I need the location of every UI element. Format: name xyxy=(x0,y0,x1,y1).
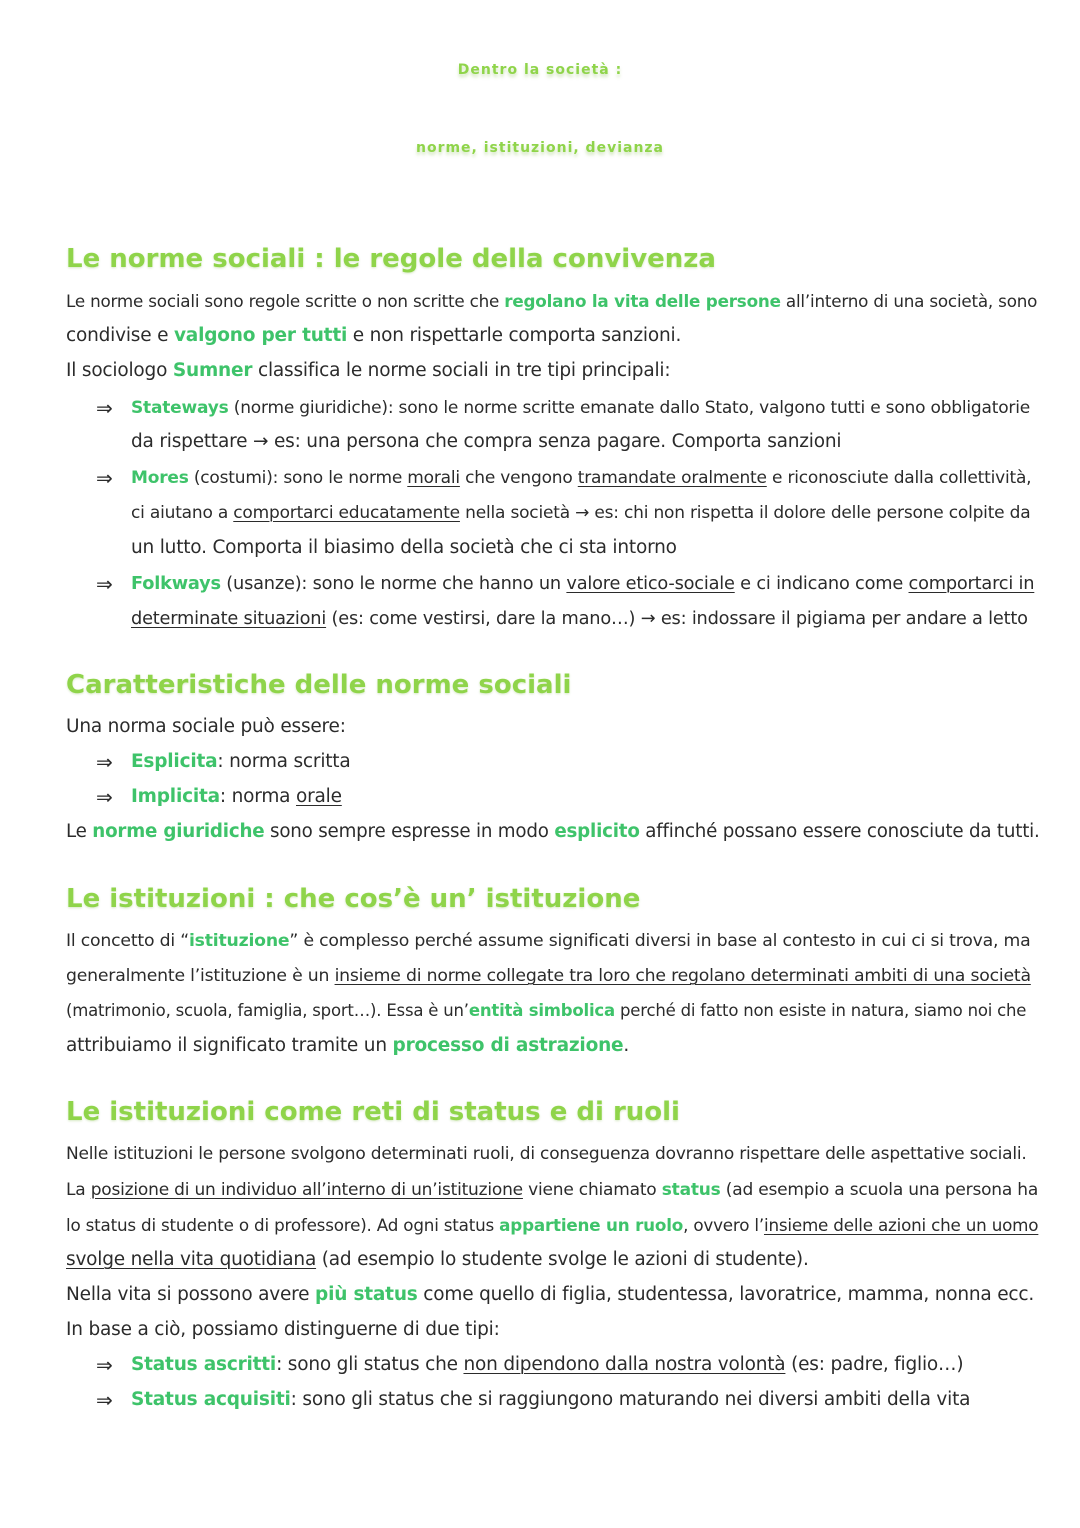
arrow-bullet-icon: ⇒ xyxy=(96,572,113,596)
paragraph-line: Il sociologo Sumner classifica le norme sociali in tre tipi principali: xyxy=(66,360,671,381)
paragraph-line: generalmente l’istituzione è un insieme di norme collegate tra loro che regolano determinati ambiti di una società xyxy=(66,966,1031,986)
page-title-line-1: Dentro la società : xyxy=(457,62,623,78)
arrow-bullet-icon: ⇒ xyxy=(96,1388,113,1412)
paragraph-line: attribuiamo il significato tramite un processo di astrazione. xyxy=(66,1035,630,1056)
arrow-bullet-icon: ⇒ xyxy=(96,785,113,809)
list-item-mores: Mores (costumi): sono le norme morali che vengono tramandate oralmente e riconosciute dalla collettività, xyxy=(131,468,1032,488)
list-item-continuation: da rispettare → es: una persona che compra senza pagare. Comporta sanzioni xyxy=(131,431,842,452)
heading-norme-sociali: Le norme sociali : le regole della convivenza xyxy=(66,244,716,274)
paragraph-line: (matrimonio, scuola, famiglia, sport…). Essa è un’entità simbolica perché di fatto non esiste in natura, siamo noi che xyxy=(66,1001,1027,1020)
list-item-continuation: un lutto. Comporta il biasimo della società che ci sta intorno xyxy=(131,537,677,558)
heading-caratteristiche: Caratteristiche delle norme sociali xyxy=(66,670,572,700)
paragraph-line: In base a ciò, possiamo distinguerne di due tipi: xyxy=(66,1319,500,1340)
paragraph-line: La posizione di un individuo all’interno di un’istituzione viene chiamato status (ad esempio a scuola una persona ha xyxy=(66,1180,1039,1200)
arrow-bullet-icon: ⇒ xyxy=(96,466,113,490)
paragraph-line: Nella vita si possono avere più status come quello di figlia, studentessa, lavoratrice, mamma, nonna ecc. xyxy=(66,1284,1035,1305)
paragraph-line: Le norme sociali sono regole scritte o non scritte che regolano la vita delle persone all’interno di una società, sono xyxy=(66,291,1038,311)
list-item-implicita: Implicita: norma orale xyxy=(131,786,342,807)
heading-istituzioni: Le istituzioni : che cos’è un’ istituzione xyxy=(66,884,641,914)
paragraph-line: lo status di studente o di professore). Ad ogni status appartiene un ruolo, ovvero l’insieme delle azioni che un uomo xyxy=(66,1215,1039,1235)
arrow-bullet-icon: ⇒ xyxy=(96,396,113,420)
paragraph-line: Il concetto di “istituzione” è complesso perché assume significati diversi in base al contesto in cui ci si trova, ma xyxy=(66,931,1031,951)
list-item-folkways: Folkways (usanze): sono le norme che hanno un valore etico-sociale e ci indicano come comportarci in xyxy=(131,574,1035,594)
paragraph-line: Una norma sociale può essere: xyxy=(66,716,346,737)
list-item-continuation: determinate situazioni (es: come vestirsi, dare la mano…) → es: indossare il pigiama per andare a letto xyxy=(131,609,1028,629)
paragraph-line: Nelle istituzioni le persone svolgono determinati ruoli, di conseguenza dovranno rispettare delle aspettative sociali. xyxy=(66,1144,1027,1164)
list-item-continuation: ci aiutano a comportarci educatamente nella società → es: chi non rispetta il dolore delle persone colpite da xyxy=(131,503,1031,523)
paragraph-line: condivise e valgono per tutti e non rispettarle comporta sanzioni. xyxy=(66,325,682,346)
list-item-stateways: Stateways (norme giuridiche): sono le norme scritte emanate dallo Stato, valgono tutti e sono obbligatorie xyxy=(131,398,1030,418)
list-item-esplicita: Esplicita: norma scritta xyxy=(131,751,351,772)
list-item-status-ascritti: Status ascritti: sono gli status che non dipendono dalla nostra volontà (es: padre, figlio…) xyxy=(131,1354,964,1375)
list-item-status-acquisiti: Status acquisiti: sono gli status che si raggiungono maturando nei diversi ambiti della vita xyxy=(131,1389,971,1410)
page-title-line-2: norme, istituzioni, devianza xyxy=(415,140,665,156)
paragraph-line: svolge nella vita quotidiana (ad esempio lo studente svolge le azioni di studente). xyxy=(66,1249,809,1270)
paragraph-line: Le norme giuridiche sono sempre espresse in modo esplicito affinché possano essere conosciute da tutti. xyxy=(66,821,1040,842)
arrow-bullet-icon: ⇒ xyxy=(96,750,113,774)
arrow-bullet-icon: ⇒ xyxy=(96,1353,113,1377)
heading-status-ruoli: Le istituzioni come reti di status e di ruoli xyxy=(66,1097,680,1127)
